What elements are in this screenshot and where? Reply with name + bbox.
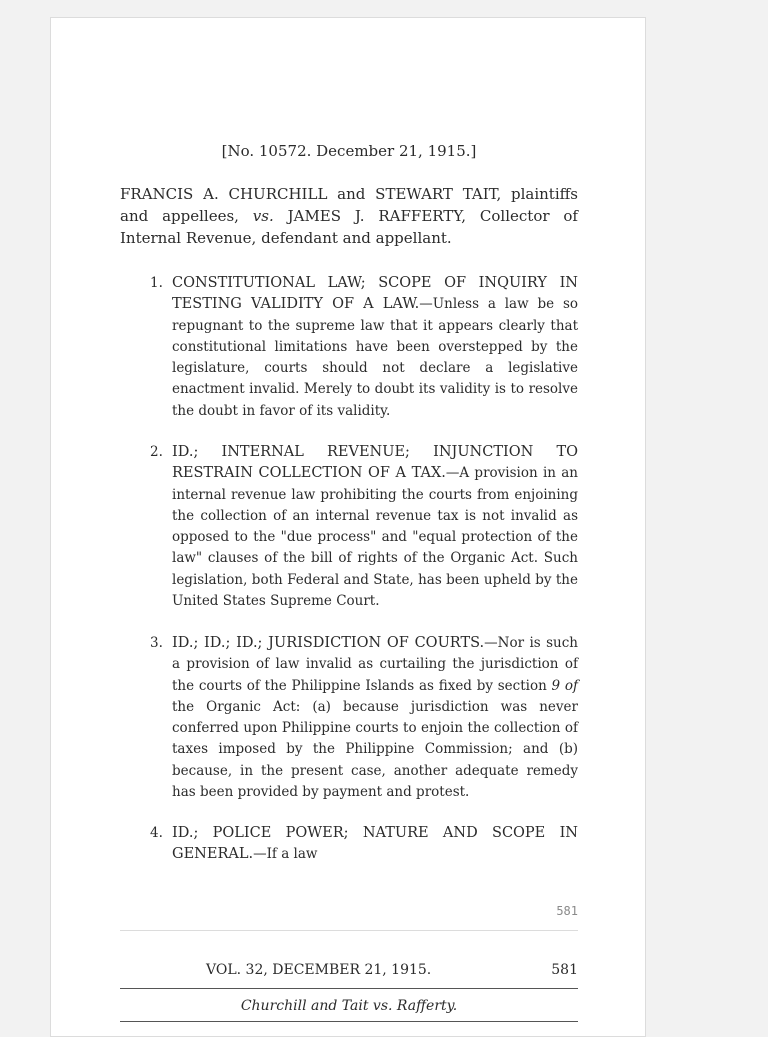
headnote-title: ID.; INTERNAL REVENUE; INJUNCTION TO RESTRAIN COLLECTION OF A TAX. (172, 444, 578, 482)
page-divider (120, 930, 578, 931)
parties-text-1: FRANCIS A. CHURCHILL and STEWART TAIT, plaintiffs and appellees, (120, 185, 578, 225)
headnote-number: 1. (150, 275, 163, 291)
headnote-3 (120, 633, 578, 803)
headnote-text: —Unless a law be so repugnant to the supreme law that it appears clearly that constitutional limitations have been overstepped by the legislature, courts should not declare a legislative enactment invalid. Merely to doubt its validity is to resolve the doubt in favor of its validity. (172, 296, 578, 419)
headnote-title: CONSTITUTIONAL LAW; SCOPE OF INQUIRY IN TESTING VALIDITY OF A LAW. (172, 275, 578, 313)
headnote-title: ID.; POLICE POWER; NATURE AND SCOPE IN GENERAL. (172, 825, 578, 863)
headnote-text: —A provision in an internal revenue law prohibiting the courts from enjoining the collection of an internal revenue tax is not invalid as opposed to the "due process" and "equal protection of the law" clauses of the bill of rights of the Organic Act. Such legislation, both Federal and State, has been upheld by the United States Supreme Court. (172, 465, 578, 610)
headnote-2 (120, 442, 578, 612)
headnote-number: 4. (150, 825, 163, 841)
parties-vs: vs. (252, 207, 274, 225)
headnote-number: 3. (150, 635, 163, 651)
parties-text-2: JAMES J. RAFFERTY, Collector of Internal Revenue, defendant and appellant. (120, 207, 578, 247)
case-parties (120, 183, 578, 249)
running-head-page: 581 (551, 962, 578, 978)
running-head-case-title: Churchill and Tait vs. Rafferty. (240, 998, 458, 1014)
headnote-text: —Nor is such a provision of law invalid as curtailing the jurisdiction of the courts of the Philippine Islands as fixed by section (172, 635, 578, 694)
headnote-number: 2. (150, 444, 163, 460)
document-page (50, 17, 646, 1037)
headnote-title: ID.; ID.; ID.; JURISDICTION OF COURTS. (172, 635, 485, 651)
headnote-4 (120, 823, 578, 866)
headnote-text-italic: 9 of (551, 677, 578, 694)
headnote-text: —If a law (253, 846, 318, 863)
headnote-text: the Organic Act: (a) because jurisdiction was never conferred upon Philippine courts to enjoin the collection of taxes imposed by the Philippine Commission; and (b) because, in the present case, another adequate remedy has been provided by payment and protest. (172, 698, 578, 801)
case-number: [No. 10572. December 21, 1915.] (221, 142, 477, 160)
running-head-volume: VOL. 32, DECEMBER 21, 1915. (206, 962, 432, 978)
running-head-rule-bottom (120, 1021, 578, 1022)
page-number-marker: 581 (556, 904, 578, 918)
running-head-rule (120, 988, 578, 989)
headnote-1 (120, 273, 578, 422)
